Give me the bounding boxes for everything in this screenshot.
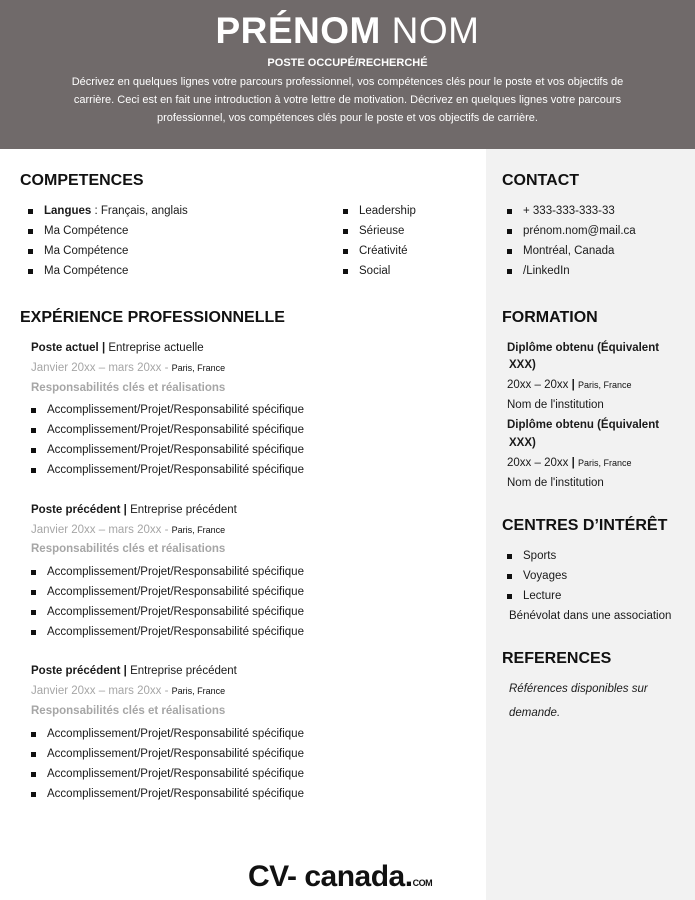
list-item: Accomplissement/Projet/Responsabilité spécifique: [31, 562, 304, 582]
cv-canada-logo: CV- canada.COM: [248, 860, 433, 893]
bullet-icon: [31, 468, 36, 473]
bullet-icon: [507, 574, 512, 579]
list-item: Accomplissement/Projet/Responsabilité spécifique: [31, 744, 304, 764]
bullet-icon: [31, 792, 36, 797]
bullet-icon: [343, 209, 348, 214]
list-item: Ma Compétence: [28, 221, 188, 241]
list-item: Accomplissement/Projet/Responsabilité spécifique: [31, 602, 304, 622]
job-achievements-list: [31, 562, 304, 642]
contact-email: prénom.nom@mail.ca: [507, 221, 636, 241]
degree-dates: 20xx – 20xx | Paris, France: [507, 379, 632, 391]
bullet-icon: [507, 269, 512, 274]
list-item: Accomplissement/Projet/Responsabilité spécifique: [31, 724, 304, 744]
job-achievements-list: [31, 400, 304, 480]
institution-name: Nom de l'institution: [507, 399, 604, 411]
list-item: Leadership: [343, 201, 416, 221]
references-text-cont: demande.: [509, 707, 561, 719]
list-item: Lecture: [507, 586, 567, 606]
experience-heading: EXPÉRIENCE PROFESSIONNELLE: [20, 309, 285, 326]
intro-text: Décrivez en quelques lignes votre parcours professionnel, vos compétences clés pour le poste et vos objectifs de carrière. Ceci est en fait une introduction à votre lettre de motivation. Décrivez en quelques lignes votre parcours professionnel, vos compétences clés pour le poste et vos objectifs de carrière.: [71, 76, 624, 124]
list-item: Accomplissement/Projet/Responsabilité spécifique: [31, 400, 304, 420]
list-item: Accomplissement/Projet/Responsabilité spécifique: [31, 784, 304, 804]
bullet-icon: [31, 590, 36, 595]
contact-location: Montréal, Canada: [507, 241, 636, 261]
list-item: Ma Compétence: [28, 241, 188, 261]
header-banner: [0, 0, 695, 149]
bullet-icon: [31, 772, 36, 777]
job-responsibilities-label: Responsabilités clés et réalisations: [31, 382, 226, 394]
bullet-icon: [343, 249, 348, 254]
degree-title: Diplôme obtenu (Équivalent: [507, 342, 660, 354]
interests-list: [507, 546, 567, 606]
list-item: Social: [343, 261, 416, 281]
list-item: Sérieuse: [343, 221, 416, 241]
bullet-icon: [28, 249, 33, 254]
interests-heading: CENTRES D’INTÉRÊT: [502, 517, 668, 534]
bullet-icon: [31, 408, 36, 413]
job-title-line: Poste précédent | Entreprise précédent: [31, 504, 237, 516]
bullet-icon: [28, 229, 33, 234]
bullet-icon: [31, 752, 36, 757]
job-responsibilities-label: Responsabilités clés et réalisations: [31, 543, 226, 555]
job-dates: Janvier 20xx – mars 20xx - Paris, France: [31, 685, 226, 697]
list-item: Créativité: [343, 241, 416, 261]
job-dates: Janvier 20xx – mars 20xx - Paris, France: [31, 362, 226, 374]
bullet-icon: [343, 269, 348, 274]
bullet-icon: [31, 448, 36, 453]
bullet-icon: [507, 594, 512, 599]
bullet-icon: [31, 732, 36, 737]
last-name: NOM: [391, 10, 480, 51]
list-item: Ma Compétence: [28, 261, 188, 281]
institution-name: Nom de l'institution: [507, 477, 604, 489]
bullet-icon: [31, 630, 36, 635]
references-text: Références disponibles sur: [509, 683, 648, 695]
job-achievements-list: [31, 724, 304, 804]
competences-list-right: [343, 201, 416, 281]
job-responsibilities-label: Responsabilités clés et réalisations: [31, 705, 226, 717]
bullet-icon: [31, 428, 36, 433]
first-name: PRÉNOM: [215, 10, 381, 51]
bullet-icon: [28, 269, 33, 274]
degree-title-cont: XXX): [509, 437, 536, 449]
degree-title-cont: XXX): [509, 359, 536, 371]
degree-title: Diplôme obtenu (Équivalent: [507, 419, 660, 431]
list-item: Accomplissement/Projet/Responsabilité spécifique: [31, 420, 304, 440]
degree-dates: 20xx – 20xx | Paris, France: [507, 457, 632, 469]
contact-phone: + 333-333-333-33: [507, 201, 636, 221]
list-item: Voyages: [507, 566, 567, 586]
bullet-icon: [28, 209, 33, 214]
contact-heading: CONTACT: [502, 172, 580, 189]
list-item: Accomplissement/Projet/Responsabilité spécifique: [31, 582, 304, 602]
list-item: Accomplissement/Projet/Responsabilité spécifique: [31, 460, 304, 480]
job-title-line: Poste précédent | Entreprise précédent: [31, 665, 237, 677]
list-item: Langues : Français, anglais: [28, 201, 188, 221]
list-item: Sports: [507, 546, 567, 566]
bullet-icon: [343, 229, 348, 234]
competences-list-left: [28, 201, 188, 281]
list-item: Accomplissement/Projet/Responsabilité spécifique: [31, 764, 304, 784]
bullet-icon: [507, 229, 512, 234]
list-item: Accomplissement/Projet/Responsabilité spécifique: [31, 622, 304, 642]
interests-extra: Bénévolat dans une association: [509, 610, 672, 622]
competences-heading: COMPETENCES: [20, 172, 144, 189]
bullet-icon: [31, 610, 36, 615]
formation-heading: FORMATION: [502, 309, 598, 326]
bullet-icon: [31, 570, 36, 575]
bullet-icon: [507, 249, 512, 254]
list-item: Accomplissement/Projet/Responsabilité spécifique: [31, 440, 304, 460]
references-heading: REFERENCES: [502, 650, 612, 667]
contact-list: [507, 201, 636, 281]
contact-linkedin: /LinkedIn: [507, 261, 636, 281]
job-dates: Janvier 20xx – mars 20xx - Paris, France: [31, 524, 226, 536]
bullet-icon: [507, 554, 512, 559]
job-title-line: Poste actuel | Entreprise actuelle: [31, 342, 204, 354]
bullet-icon: [507, 209, 512, 214]
candidate-name: [0, 10, 695, 52]
job-title: POSTE OCCUPÉ/RECHERCHÉ: [267, 57, 428, 69]
